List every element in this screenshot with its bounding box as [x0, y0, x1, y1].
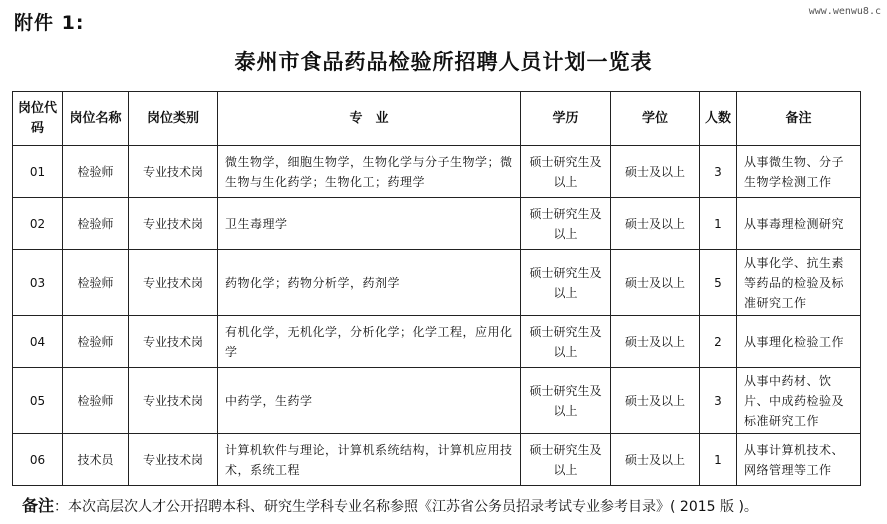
cell-code: 01	[13, 146, 63, 198]
cell-name: 检验师	[63, 146, 129, 198]
table-row	[13, 316, 861, 368]
cell-code: 05	[13, 368, 63, 434]
cell-name: 检验师	[63, 250, 129, 316]
cell-count: 1	[700, 198, 737, 250]
header-major: 专 业	[218, 92, 521, 146]
cell-major: 计算机软件与理论，计算机系统结构，计算机应用技术，系统工程	[218, 434, 521, 486]
table-row	[13, 198, 861, 250]
cell-count: 1	[700, 434, 737, 486]
cell-code: 03	[13, 250, 63, 316]
cell-name: 检验师	[63, 368, 129, 434]
cell-major: 有机化学，无机化学，分析化学；化学工程，应用化学	[218, 316, 521, 368]
cell-education: 硕士研究生及以上	[521, 250, 611, 316]
cell-name: 技术员	[63, 434, 129, 486]
cell-education: 硕士研究生及以上	[521, 198, 611, 250]
cell-code: 02	[13, 198, 63, 250]
table-row	[13, 146, 861, 198]
cell-category: 专业技术岗	[129, 434, 218, 486]
footnote-text: ：本次高层次人才公开招聘本科、研究生学科专业名称参照《江苏省公务员招录考试专业参考目录》( 2015 版 )。	[54, 499, 758, 515]
header-education: 学历	[521, 92, 611, 146]
cell-code: 06	[13, 434, 63, 486]
cell-remarks: 从事计算机技术、网络管理等工作	[737, 434, 861, 486]
cell-category: 专业技术岗	[129, 368, 218, 434]
cell-remarks: 从事毒理检测研究	[737, 198, 861, 250]
cell-remarks: 从事微生物、分子生物学检测工作	[737, 146, 861, 198]
header-name: 岗位名称	[63, 92, 129, 146]
cell-code: 04	[13, 316, 63, 368]
cell-name: 检验师	[63, 316, 129, 368]
cell-count: 3	[700, 368, 737, 434]
cell-count: 5	[700, 250, 737, 316]
cell-major: 药物化学；药物分析学，药剂学	[218, 250, 521, 316]
cell-name: 检验师	[63, 198, 129, 250]
cell-degree: 硕士及以上	[611, 434, 700, 486]
cell-education: 硕士研究生及以上	[521, 146, 611, 198]
cell-degree: 硕士及以上	[611, 146, 700, 198]
cell-category: 专业技术岗	[129, 250, 218, 316]
cell-major: 微生物学，细胞生物学，生物化学与分子生物学；微生物与生化药学；生物化工；药理学	[218, 146, 521, 198]
header-code: 岗位代码	[13, 92, 63, 146]
footnote	[22, 493, 758, 516]
footnote-label: 备注	[22, 496, 55, 515]
cell-education: 硕士研究生及以上	[521, 316, 611, 368]
cell-category: 专业技术岗	[129, 316, 218, 368]
cell-major: 卫生毒理学	[218, 198, 521, 250]
table-header-row	[13, 92, 861, 146]
cell-count: 2	[700, 316, 737, 368]
table-row	[13, 250, 861, 316]
cell-major: 中药学，生药学	[218, 368, 521, 434]
header-remarks: 备注	[737, 92, 861, 146]
cell-count: 3	[700, 146, 737, 198]
header-category: 岗位类别	[129, 92, 218, 146]
cell-remarks: 从事化学、抗生素等药品的检验及标准研究工作	[737, 250, 861, 316]
header-degree: 学位	[611, 92, 700, 146]
table-row	[13, 434, 861, 486]
cell-education: 硕士研究生及以上	[521, 434, 611, 486]
header-count: 人数	[700, 92, 737, 146]
cell-degree: 硕士及以上	[611, 368, 700, 434]
watermark: www.wenwu8.c	[808, 6, 881, 17]
cell-education: 硕士研究生及以上	[521, 368, 611, 434]
cell-category: 专业技术岗	[129, 198, 218, 250]
cell-remarks: 从事理化检验工作	[737, 316, 861, 368]
cell-degree: 硕士及以上	[611, 198, 700, 250]
attachment-label: 附件 1:	[14, 12, 85, 34]
cell-remarks: 从事中药材、饮片、中成药检验及标准研究工作	[737, 368, 861, 434]
page-title: 泰州市食品药品检验所招聘人员计划一览表	[234, 49, 653, 74]
cell-category: 专业技术岗	[129, 146, 218, 198]
table-row	[13, 368, 861, 434]
recruitment-table	[12, 91, 861, 486]
cell-degree: 硕士及以上	[611, 250, 700, 316]
cell-degree: 硕士及以上	[611, 316, 700, 368]
